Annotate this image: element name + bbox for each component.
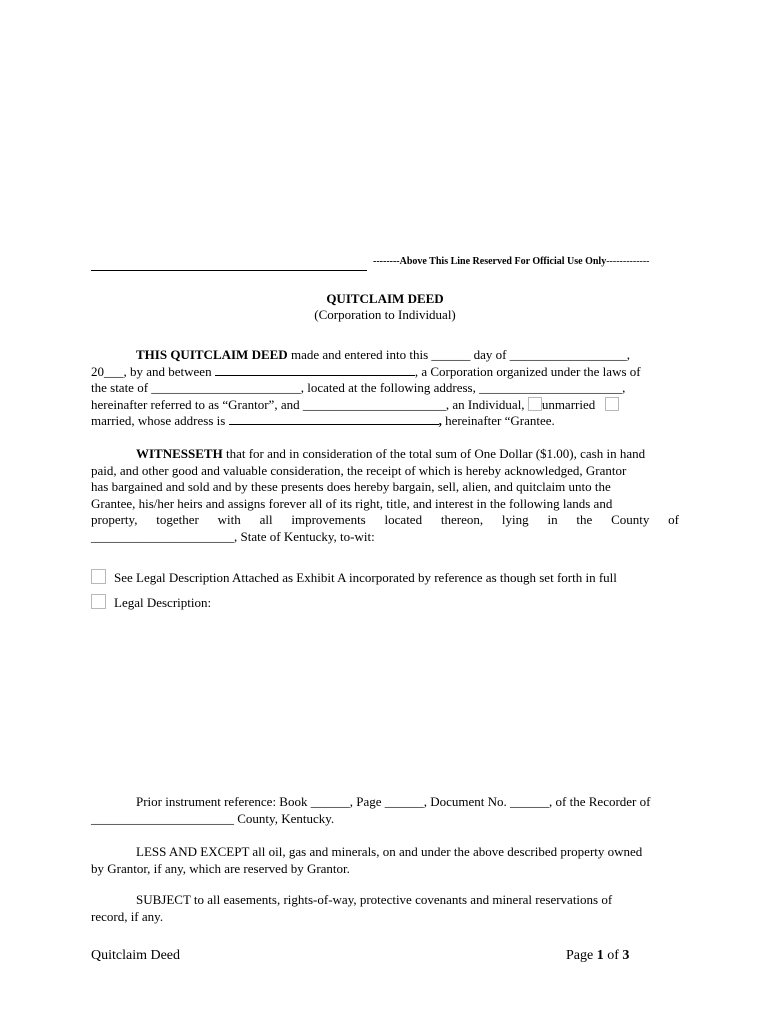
- exhibit-a-label: See Legal Description Attached as Exhibit A incorporated by reference as though set forth in full: [114, 570, 617, 585]
- w-word: located: [384, 512, 423, 527]
- legal-description-label: Legal Description:: [114, 595, 212, 610]
- w-word: improvements: [291, 512, 366, 527]
- witness-line-6: ______________________, State of Kentucky, to-wit:: [91, 528, 375, 544]
- w-word: the: [576, 512, 593, 527]
- grantor-name-field[interactable]: [215, 364, 415, 376]
- w-word: property,: [91, 512, 138, 527]
- intro-paragraph: [91, 347, 679, 430]
- w-word: all: [259, 512, 273, 527]
- footer-page-number: [566, 948, 629, 964]
- witness-line-1: that for and in consideration of the total sum of One Dollar ($1.00), cash in hand: [222, 446, 646, 461]
- married-checkbox[interactable]: [605, 397, 619, 411]
- prior-line-2: ______________________ County, Kentucky.: [91, 810, 335, 826]
- w-word: thereon,: [440, 512, 484, 527]
- legal-description-checkbox[interactable]: [91, 594, 106, 609]
- prior-line-1: Prior instrument reference: Book ______, Page ______, Document No. ______, of the Recorder of: [136, 794, 651, 809]
- subject-to-paragraph: [91, 892, 679, 925]
- reserved-prefix: --------: [373, 256, 400, 267]
- witness-line-2: paid, and other good and valuable consideration, the receipt of which is hereby acknowledged, Grantor: [91, 462, 627, 478]
- page-prefix: Page: [566, 948, 597, 963]
- intro-lead: THIS QUITCLAIM DEED: [136, 347, 288, 362]
- reserved-text: Above This Line Reserved For Official Use Only: [399, 256, 607, 267]
- prior-instrument-paragraph: [91, 794, 679, 827]
- witnesseth-paragraph: [91, 446, 679, 545]
- w-word: together: [156, 512, 199, 527]
- witness-line-5: [91, 512, 679, 529]
- w-word: of: [668, 512, 679, 527]
- page-of: of: [603, 948, 623, 963]
- less-except-paragraph: [91, 844, 679, 877]
- option-legal-description[interactable]: [91, 594, 211, 611]
- w-word: with: [217, 512, 241, 527]
- reserved-signature-line: [91, 270, 367, 271]
- intro-line-1: made and entered into this ______ day of __________________,: [287, 347, 630, 362]
- w-word: lying: [501, 512, 529, 527]
- unmarried-label: unmarried: [541, 396, 596, 412]
- subject-line-2: record, if any.: [91, 908, 164, 924]
- witness-line-3: has bargained and sold and by these presents does hereby bargain, sell, alien, and quitclaim unto the: [91, 479, 611, 494]
- witness-line-4: Grantee, his/her heirs and assigns forever all of its right, title, and interest in the following lands and: [91, 495, 613, 511]
- reserved-notice: [373, 256, 650, 267]
- unmarried-checkbox[interactable]: [528, 397, 542, 411]
- deed-subtitle: (Corporation to Individual): [314, 307, 456, 322]
- subject-line-1: SUBJECT to all easements, rights-of-way, protective covenants and mineral reservations of: [136, 892, 613, 907]
- page-current: 1: [596, 948, 604, 963]
- intro-comma: ,: [438, 413, 442, 428]
- intro-line-5b: hereinafter “Grantee.: [441, 413, 555, 428]
- intro-line-4a: hereinafter referred to as “Grantor”, and ______________________, an Individual,: [91, 396, 528, 412]
- witnesseth-lead: WITNESSETH: [136, 446, 223, 461]
- option-exhibit-a[interactable]: [91, 569, 617, 586]
- intro-line-2a: 20___, by and between: [91, 363, 215, 379]
- exhibit-a-checkbox[interactable]: [91, 569, 106, 584]
- reserved-suffix: -------------: [606, 256, 650, 267]
- intro-line-5a: married, whose address is: [91, 413, 229, 428]
- w-word: County: [611, 512, 650, 527]
- page-total: 3: [622, 948, 630, 963]
- less-except-line-2: by Grantor, if any, which are reserved by Grantor.: [91, 860, 350, 876]
- deed-title: QUITCLAIM DEED: [326, 291, 444, 306]
- intro-line-3: the state of _______________________, located at the following address, ______________________,: [91, 380, 626, 395]
- less-except-line-1: LESS AND EXCEPT all oil, gas and minerals, on and under the above described property owned: [136, 844, 643, 859]
- grantee-address-field[interactable]: [229, 413, 439, 425]
- intro-line-2b: , a Corporation organized under the laws of: [414, 363, 641, 379]
- w-word: in: [547, 512, 558, 527]
- footer-doc-name: Quitclaim Deed: [91, 948, 181, 963]
